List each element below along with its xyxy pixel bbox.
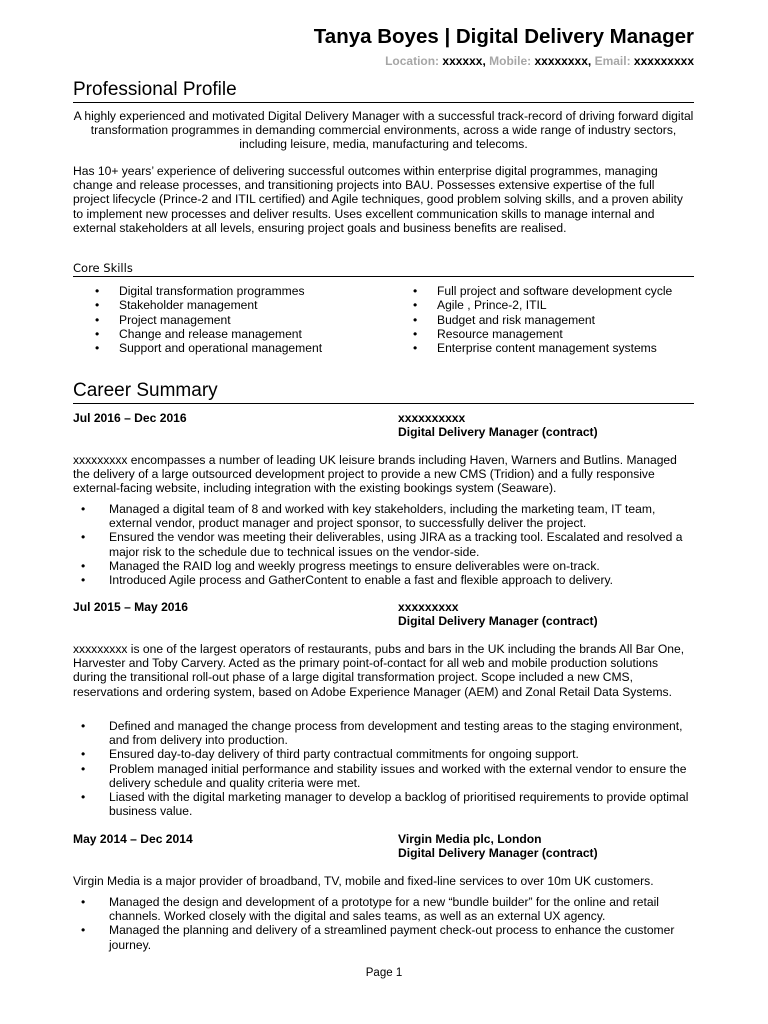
job-employer-block [398, 600, 598, 628]
career-summary-heading: Career Summary [73, 380, 694, 404]
job-dates: Jul 2016 – Dec 2016 [73, 411, 187, 425]
achievement-item: • Defined and managed the change process from development and testing areas to the staging environment, and from delivery into production. [73, 719, 694, 747]
job-role: Digital Delivery Manager (contract) [398, 614, 598, 629]
job-achievements [73, 502, 694, 587]
job-employer: xxxxxxxxx [398, 600, 459, 614]
job-employer-block [398, 832, 598, 860]
candidate-name-title: Tanya Boyes | Digital Delivery Manager [313, 25, 694, 48]
contact-details [385, 54, 694, 68]
skill-item: • Full project and software development cycle [391, 284, 672, 298]
job-dates: Jul 2015 – May 2016 [73, 600, 188, 614]
achievement-item: • Ensured the vendor was meeting their deliverables, using JIRA as a tracking tool. Escalated and resolved a major risk to the schedule due to technical issues on the vendor-side. [73, 530, 694, 558]
skill-item: • Stakeholder management [73, 298, 322, 312]
email-value: xxxxxxxxx [633, 54, 694, 68]
achievement-item: • Problem managed initial performance and stability issues and worked with the external vendor to ensure the delivery schedule and quality criteria were met. [73, 762, 694, 790]
achievement-item: • Managed a digital team of 8 and worked with key stakeholders, including the marketing team, IT team, external vendor, product manager and project sponsor, to successfully deliver the project. [73, 502, 694, 530]
page-number: Page 1 [365, 967, 403, 979]
job-role: Digital Delivery Manager (contract) [398, 425, 598, 440]
achievement-item: • Liased with the digital marketing manager to develop a backlog of prioritised requirements to provide optimal business value. [73, 790, 694, 818]
skills-list-right [391, 284, 672, 355]
skill-item: • Budget and risk management [391, 313, 672, 327]
job-employer: xxxxxxxxxx [398, 411, 466, 425]
achievement-item: • Managed the design and development of a prototype for a new “bundle builder” for the online and retail channels. Worked closely with the digital and sales teams, as well as an external UX agency. [73, 895, 694, 923]
achievement-item: • Introduced Agile process and GatherContent to enable a fast and flexible approach to delivery. [73, 573, 694, 587]
job-employer-block [398, 411, 598, 439]
skill-item: • Agile , Prince-2, ITIL [391, 298, 672, 312]
skills-list-left [73, 284, 322, 355]
job-achievements [73, 895, 694, 952]
job-achievements [73, 719, 694, 818]
mobile-label: Mobile: [489, 54, 532, 68]
job-dates: May 2014 – Dec 2014 [73, 832, 193, 846]
email-label: Email: [594, 54, 631, 68]
location-label: Location: [385, 54, 440, 68]
skill-item: • Digital transformation programmes [73, 284, 322, 298]
core-skills-heading: Core Skills [73, 261, 694, 277]
achievement-item: • Managed the planning and delivery of a streamlined payment check-out process to enhance the customer journey. [73, 923, 694, 951]
achievement-item: • Managed the RAID log and weekly progress meetings to ensure deliverables were on-track. [73, 559, 694, 573]
mobile-value: xxxxxxxx, [534, 54, 592, 68]
job-role: Digital Delivery Manager (contract) [398, 846, 598, 861]
professional-profile-heading: Professional Profile [73, 79, 694, 103]
skill-item: • Project management [73, 313, 322, 327]
profile-intro: A highly experienced and motivated Digital Delivery Manager with a successful track-record of driving forward digital transformation programmes in demanding commercial environments, across a wide range of industry sectors, including leisure, media, manufacturing and telecoms. [73, 109, 694, 152]
job-description: xxxxxxxxx is one of the largest operators of restaurants, pubs and bars in the UK including the brands All Bar One, Harvester and Toby Carvery. Acted as the primary point-of-contact for all web and mobile production solutions during the transitional roll-out phase of a large digital transformation project. Scope included a new CMS, reservations and ordering system, based on Adobe Experience Manager (AEM) and Zonal Retail Data Systems. [73, 642, 685, 699]
achievement-item: • Ensured day-to-day delivery of third party contractual commitments for ongoing support. [73, 747, 694, 761]
skill-item: • Change and release management [73, 327, 322, 341]
job-description: Virgin Media is a major provider of broadband, TV, mobile and fixed-line services to over 10m UK customers. [73, 874, 654, 888]
skill-item: • Support and operational management [73, 341, 322, 355]
skill-item: • Enterprise content management systems [391, 341, 672, 355]
profile-summary: Has 10+ years’ experience of delivering successful outcomes within enterprise digital programmes, managing change and release processes, and transitioning projects into BAU. Possesses extensive expertise of the full project lifecycle (Prince-2 and ITIL certified) and Agile techniques, good problem solving skills, and a proven ability to implement new processes and deliver results. Uses excellent communication skills to manage internal and external stakeholders at all levels, ensuring project goals and business benefits are realised. [73, 164, 683, 235]
job-employer: Virgin Media plc, London [398, 832, 542, 846]
job-description: xxxxxxxxx encompasses a number of leading UK leisure brands including Haven, Warners and Butlins. Managed the delivery of a large outsourced development project to provide a new CMS (Tridion) and a fully responsive external-facing website, including integration with the existing bookings system (Seaware). [73, 453, 677, 496]
location-value: xxxxxx, [442, 54, 486, 68]
skill-item: • Resource management [391, 327, 672, 341]
